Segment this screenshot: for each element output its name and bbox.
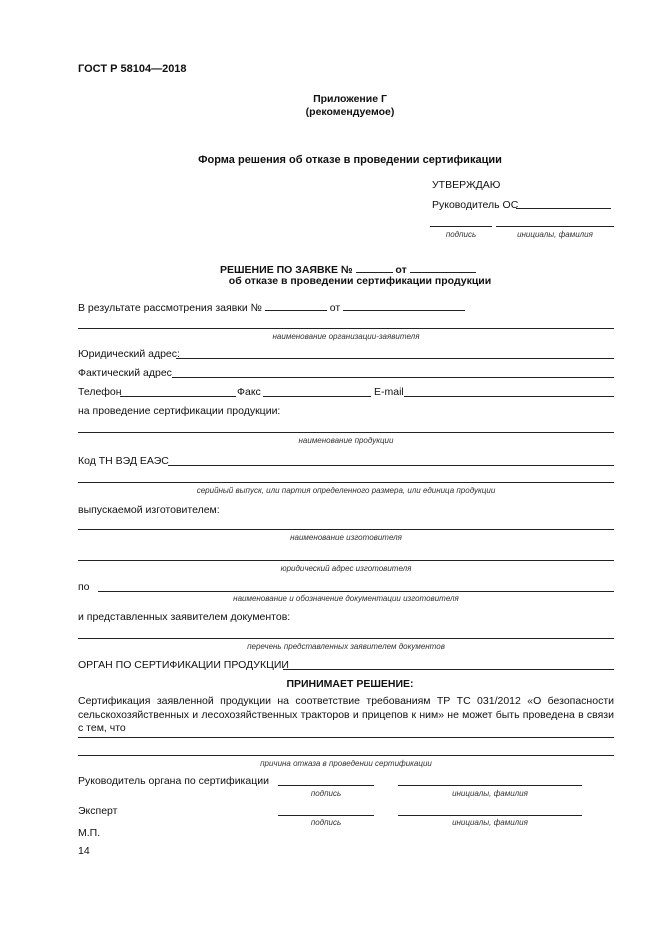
certification-body-line bbox=[283, 669, 614, 670]
decision-title-from: от bbox=[395, 264, 407, 276]
reason-line-1 bbox=[78, 737, 614, 738]
review-prefix: В результате рассмотрения заявки № bbox=[78, 302, 262, 314]
manufacturer-address-caption: юридический адрес изготовителя bbox=[280, 564, 412, 573]
review-line bbox=[78, 301, 465, 314]
head-signature-caption: подпись bbox=[310, 789, 342, 798]
decision-date-blank bbox=[410, 263, 476, 273]
approval-head-label: Руководитель ОС bbox=[432, 199, 519, 211]
legal-address-line bbox=[176, 358, 614, 359]
head-name-line bbox=[398, 785, 582, 786]
expert-signature-line bbox=[278, 815, 374, 816]
legal-address-label: Юридический адрес: bbox=[78, 348, 180, 360]
form-title: Форма решения об отказе в проведении сертификации bbox=[198, 154, 502, 166]
manufacturer-caption: наименование изготовителя bbox=[290, 533, 402, 542]
org-caption: наименование организации-заявителя bbox=[272, 332, 420, 341]
manufacturer-address-line bbox=[78, 560, 614, 561]
certification-label: на проведение сертификации продукции: bbox=[78, 405, 281, 417]
product-line bbox=[78, 432, 614, 433]
phone-line bbox=[120, 396, 236, 397]
submitted-docs-label: и представленных заявителем документов: bbox=[78, 611, 291, 623]
approval-signature-caption: подпись bbox=[445, 230, 477, 239]
batch-line bbox=[78, 482, 614, 483]
approval-signature-line bbox=[430, 226, 492, 227]
resolution-heading: ПРИНИМАЕТ РЕШЕНИЕ: bbox=[286, 678, 414, 690]
documentation-caption: наименование и обозначение документации изготовителя bbox=[233, 594, 459, 603]
email-label: E-mail bbox=[374, 386, 404, 398]
email-line bbox=[404, 396, 614, 397]
decision-title-prefix: РЕШЕНИЕ ПО ЗАЯВКЕ № bbox=[220, 264, 353, 276]
batch-caption: серийный выпуск, или партия определенного размера, или единица продукции bbox=[196, 486, 496, 495]
review-from: от bbox=[329, 302, 341, 314]
decision-subtitle: об отказе в проведении сертификации продукции bbox=[228, 275, 492, 287]
page-number: 14 bbox=[78, 845, 90, 857]
approve-label: УТВЕРЖДАЮ bbox=[432, 179, 501, 191]
head-signature-line bbox=[278, 785, 374, 786]
expert-name-caption: инициалы, фамилия bbox=[452, 818, 528, 827]
phone-label: Телефон bbox=[78, 386, 122, 398]
reason-line-2 bbox=[78, 755, 614, 756]
by-label: по bbox=[78, 581, 90, 593]
certification-body-label: ОРГАН ПО СЕРТИФИКАЦИИ ПРОДУКЦИИ bbox=[78, 659, 289, 671]
standard-number: ГОСТ Р 58104—2018 bbox=[78, 63, 187, 75]
expert-name-line bbox=[398, 815, 582, 816]
tnved-line bbox=[168, 465, 614, 466]
actual-address-label: Фактический адрес bbox=[78, 367, 172, 379]
resolution-text: Сертификация заявленной продукции на соответствие требованиям ТР ТС 031/2012 «О безопасности сельскохозяйственных и лесохозяйственных тракторов и прицепов к ним» не может быть проведена в связи с тем, что bbox=[78, 695, 614, 735]
stamp-label: М.П. bbox=[78, 827, 101, 839]
review-number-blank bbox=[265, 301, 327, 311]
tnved-label: Код ТН ВЭД ЕАЭС bbox=[78, 455, 169, 467]
head-name-caption: инициалы, фамилия bbox=[452, 789, 528, 798]
decision-number-blank bbox=[356, 263, 393, 273]
submitted-docs-line bbox=[78, 638, 614, 639]
review-date-blank bbox=[343, 301, 465, 311]
expert-signature-caption: подпись bbox=[310, 818, 342, 827]
appendix-subtitle: (рекомендуемое) bbox=[305, 106, 395, 118]
head-signature-label: Руководитель органа по сертификации bbox=[78, 775, 269, 787]
approval-name-caption: инициалы, фамилия bbox=[517, 230, 593, 239]
appendix-title: Приложение Г bbox=[313, 93, 387, 105]
fax-label: Факс bbox=[237, 386, 261, 398]
reason-caption: причина отказа в проведении сертификации bbox=[260, 759, 432, 768]
actual-address-line bbox=[172, 377, 614, 378]
submitted-docs-caption: перечень представленных заявителем документов bbox=[247, 642, 445, 651]
fax-line bbox=[263, 396, 371, 397]
manufactured-by-label: выпускаемой изготовителем: bbox=[78, 504, 220, 516]
org-line bbox=[78, 328, 614, 329]
manufacturer-line bbox=[78, 529, 614, 530]
approval-name-line bbox=[496, 226, 614, 227]
documentation-line bbox=[98, 591, 614, 592]
product-caption: наименование продукции bbox=[298, 436, 394, 445]
approval-head-line bbox=[516, 208, 611, 209]
decision-title bbox=[220, 263, 476, 276]
expert-label: Эксперт bbox=[78, 805, 118, 817]
